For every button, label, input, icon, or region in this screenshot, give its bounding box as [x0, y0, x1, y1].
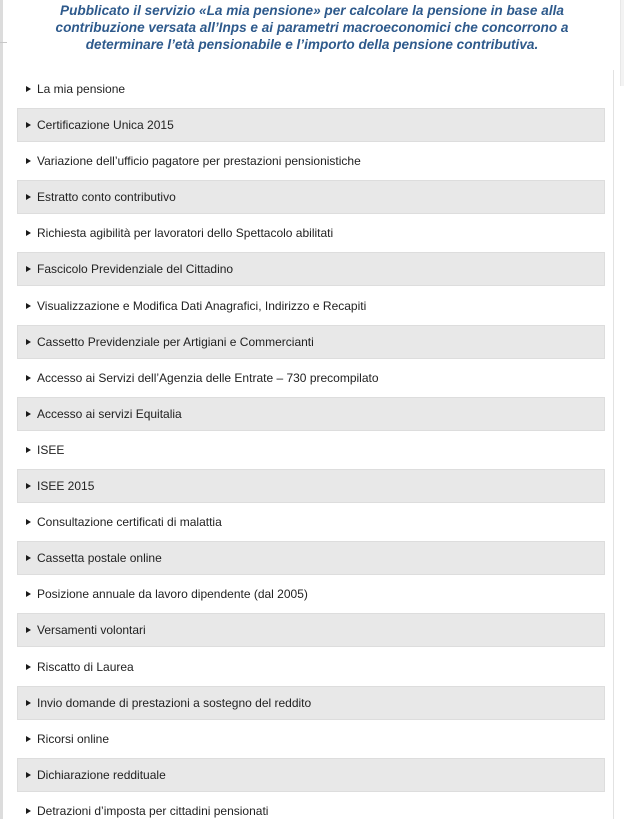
accordion-item-19[interactable] [17, 722, 605, 756]
accordion-item-label: Invio domande di prestazioni a sostegno del reddito [37, 695, 312, 710]
expand-arrow-icon [26, 194, 31, 200]
accordion-item-1[interactable] [17, 72, 605, 106]
accordion-item-11[interactable] [17, 433, 605, 467]
accordion-item-17[interactable] [17, 650, 605, 684]
accordion-item-label: ISEE [37, 442, 65, 457]
expand-arrow-icon [26, 86, 31, 92]
accordion-item-label: Riscatto di Laurea [37, 659, 134, 674]
accordion-item-10[interactable] [17, 397, 605, 431]
accordion-item-label: Posizione annuale da lavoro dipendente (dal 2005) [37, 587, 308, 602]
accordion-item-label: Consultazione certificati di malattia [37, 515, 222, 530]
accordion-item-label: La mia pensione [37, 82, 126, 96]
expand-arrow-icon [26, 303, 31, 309]
accordion-item-15[interactable] [17, 577, 605, 611]
expand-arrow-icon [26, 700, 31, 706]
accordion-item-8[interactable] [17, 325, 605, 359]
accordion-item-label: Ricorsi online [37, 731, 110, 746]
expand-arrow-icon [26, 483, 31, 489]
left-border [0, 0, 3, 819]
accordion-item-label: Detrazioni d’imposta per cittadini pensionati [37, 803, 269, 818]
expand-arrow-icon [26, 772, 31, 778]
accordion-item-21[interactable] [17, 794, 605, 819]
accordion-item-label: Accesso ai servizi Equitalia [37, 406, 182, 421]
accordion-item-label: Accesso ai Servizi dell’Agenzia delle Entrate – 730 precompilato [37, 370, 379, 385]
accordion-item-6[interactable] [17, 252, 605, 286]
accordion-item-13[interactable] [17, 505, 605, 539]
expand-arrow-icon [26, 375, 31, 381]
accordion-item-12[interactable] [17, 469, 605, 503]
services-accordion [17, 72, 605, 819]
accordion-item-label: Dichiarazione reddituale [37, 767, 166, 782]
news-headline[interactable]: Pubblicato il servizio «La mia pensione» per calcolare la pensione in base alla contribuzione versata all’Inps e ai parametri macroeconomici che concorrono a determinare l’età pensionabile e l’importo della pensione contributiva. [55, 3, 569, 52]
expand-arrow-icon [26, 519, 31, 525]
accordion-item-18[interactable] [17, 686, 605, 720]
expand-arrow-icon [26, 591, 31, 597]
accordion-item-14[interactable] [17, 541, 605, 575]
accordion-item-label: Richiesta agibilità per lavoratori dello Spettacolo abilitati [37, 226, 334, 241]
expand-arrow-icon [26, 411, 31, 417]
accordion-item-label: Cassetta postale online [37, 551, 162, 566]
expand-arrow-icon [26, 158, 31, 164]
expand-arrow-icon [26, 266, 31, 272]
accordion-item-9[interactable] [17, 361, 605, 395]
expand-arrow-icon [26, 808, 31, 814]
accordion-item-label: Certificazione Unica 2015 [37, 118, 174, 133]
expand-arrow-icon [26, 339, 31, 345]
accordion-item-3[interactable] [17, 144, 605, 178]
expand-arrow-icon [26, 122, 31, 128]
accordion-item-5[interactable] [17, 216, 605, 250]
expand-arrow-icon [26, 736, 31, 742]
accordion-item-20[interactable] [17, 758, 605, 792]
accordion-item-4[interactable] [17, 180, 605, 214]
expand-arrow-icon [26, 627, 31, 633]
accordion-item-label: Versamenti volontari [37, 623, 146, 638]
accordion-item-7[interactable] [17, 289, 605, 323]
accordion-item-16[interactable] [17, 613, 605, 647]
accordion-item-label: ISEE 2015 [37, 479, 95, 494]
accordion-item-label: Cassetto Previdenziale per Artigiani e Commercianti [37, 334, 314, 349]
expand-arrow-icon [26, 555, 31, 561]
content-divider [613, 70, 614, 819]
left-border-tick [0, 42, 7, 43]
scrollbar-track[interactable] [620, 0, 624, 86]
accordion-item-label: Variazione dell’ufficio pagatore per prestazioni pensionistiche [37, 154, 361, 169]
accordion-item-2[interactable] [17, 108, 605, 142]
expand-arrow-icon [26, 664, 31, 670]
accordion-item-label: Estratto conto contributivo [37, 190, 176, 205]
expand-arrow-icon [26, 447, 31, 453]
accordion-item-label: Visualizzazione e Modifica Dati Anagrafici, Indirizzo e Recapiti [37, 298, 367, 313]
expand-arrow-icon [26, 230, 31, 236]
accordion-item-label: Fascicolo Previdenziale del Cittadino [37, 262, 234, 277]
